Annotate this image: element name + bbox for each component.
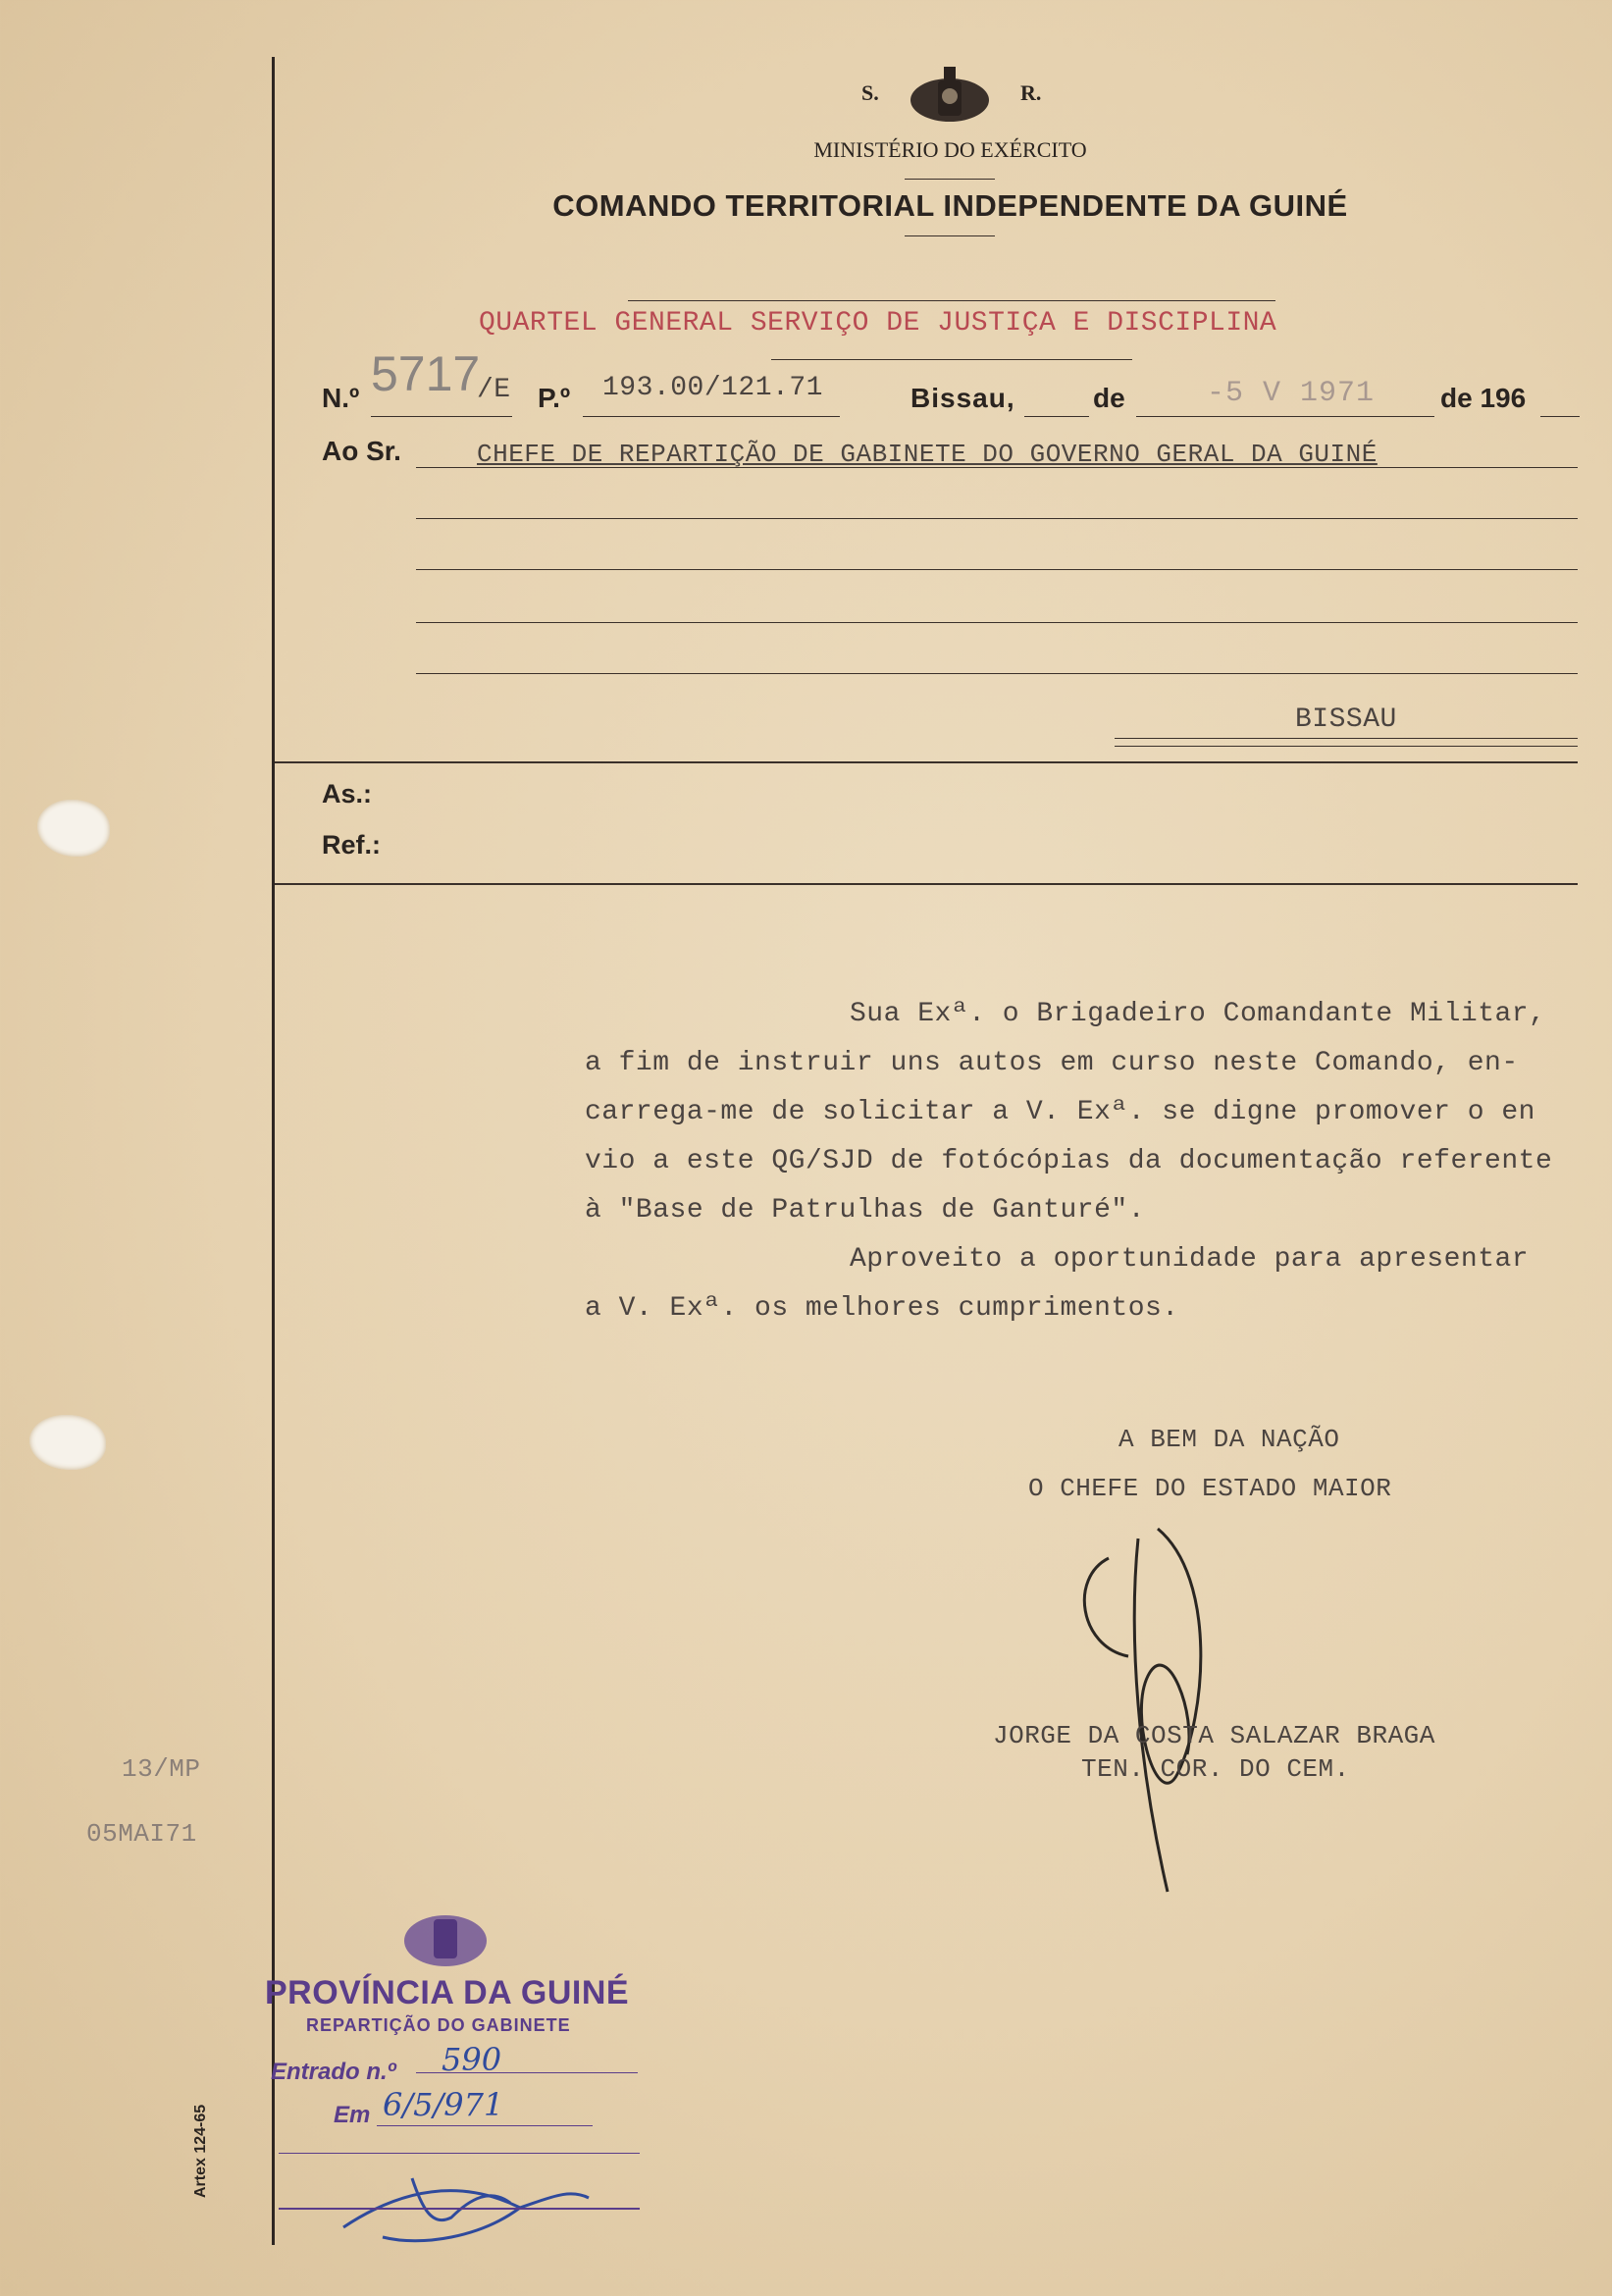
margin-line	[272, 57, 275, 2245]
r-label: R.	[1020, 80, 1042, 105]
signature-scribble	[1069, 1519, 1226, 1902]
stamp-entry-underline	[416, 2072, 638, 2073]
department-bottom-rule	[771, 359, 1132, 360]
de-label-1: de	[1093, 383, 1125, 413]
ministry-title: MINISTÉRIO DO EXÉRCITO	[813, 137, 1087, 162]
address-line-3	[416, 569, 1578, 570]
place-underline-2	[1115, 746, 1578, 747]
number-label: N.º	[322, 383, 360, 413]
addressee: CHEFE DE REPARTIÇÃO DE GABINETE DO GOVERNO GERAL DA GUINÉ	[477, 440, 1378, 469]
margin-date-code: 05MAI71	[86, 1819, 197, 1849]
body-line-1: Sua Exª. o Brigadeiro Comandante Militar,	[850, 999, 1546, 1029]
number-suffix: /E	[477, 375, 511, 405]
process-label: P.º	[538, 383, 571, 413]
signatory-rank: TEN. COR. DO CEM.	[1081, 1754, 1350, 1784]
stamp-entry-value: 590	[442, 2041, 502, 2078]
body-line-5: à "Base de Patrulhas de Ganturé".	[585, 1195, 1145, 1226]
process-value: 193.00/121.71	[602, 373, 823, 403]
address-line-4	[416, 622, 1578, 623]
binder-hole-bottom	[29, 1415, 106, 1470]
place: BISSAU	[1295, 704, 1397, 735]
body-line-2: a fim de instruir uns autos em curso neste Comando, en-	[585, 1048, 1519, 1078]
header-divider-short	[905, 179, 995, 180]
address-line-2	[416, 518, 1578, 519]
printer-mark: Artex 124-65	[192, 2104, 209, 2198]
city-underline	[1024, 416, 1089, 417]
section-divider-1	[275, 761, 1578, 763]
ao-label: Ao Sr.	[322, 436, 401, 466]
stamp-date-value: 6/5/971	[383, 2086, 504, 2123]
stamp-entry-label: Entrado n.º	[271, 2059, 396, 2085]
department-name: QUARTEL GENERAL SERVIÇO DE JUSTIÇA E DISCIPLINA	[479, 308, 1277, 339]
stamp-bottom-rule	[279, 2208, 640, 2210]
ref-label: Ref.:	[322, 830, 381, 860]
binder-hole-top	[37, 800, 110, 857]
section-divider-2	[275, 883, 1578, 885]
stamp-office: REPARTIÇÃO DO GABINETE	[306, 2015, 571, 2035]
margin-ref-code: 13/MP	[122, 1754, 201, 1784]
year-underline	[1540, 416, 1580, 417]
number-underline	[371, 416, 512, 417]
address-line-5	[416, 673, 1578, 674]
address-line-1	[416, 467, 1578, 468]
header-divider-short-2	[905, 235, 995, 236]
stamp-date-underline	[377, 2125, 593, 2126]
command-title: COMANDO TERRITORIAL INDEPENDENTE DA GUINÉ	[552, 188, 1348, 223]
as-label: As.:	[322, 779, 373, 809]
department-top-rule	[628, 300, 1275, 301]
stamp-province: PROVÍNCIA DA GUINÉ	[265, 1974, 630, 2011]
stamp-date-label: Em	[334, 2102, 371, 2128]
number-value: 5717	[371, 346, 481, 401]
city-label: Bissau,	[910, 383, 1015, 413]
de-label-2: de 196	[1440, 383, 1527, 413]
signatory-title: O CHEFE DO ESTADO MAIOR	[1028, 1474, 1392, 1503]
date-underline	[1136, 416, 1434, 417]
stamp-initials-scribble	[324, 2149, 598, 2257]
stamp-crest-icon	[396, 1902, 494, 1974]
date-stamp: -5 V 1971	[1207, 377, 1376, 410]
body-line-3: carrega-me de solicitar a V. Exª. se digne promover o en	[585, 1097, 1535, 1127]
body-line-6: Aproveito a oportunidade para apresentar	[850, 1244, 1530, 1275]
body-line-4: vio a este QG/SJD de fotócópias da documentação referente	[585, 1146, 1553, 1176]
coat-of-arms-icon	[903, 61, 997, 131]
s-label: S.	[861, 80, 879, 105]
process-underline	[583, 416, 840, 417]
body-line-7: a V. Exª. os melhores cumprimentos.	[585, 1293, 1179, 1324]
signatory-name: JORGE DA COSTA SALAZAR BRAGA	[993, 1721, 1435, 1750]
salutation: A BEM DA NAÇÃO	[1118, 1425, 1340, 1454]
place-underline-1	[1115, 738, 1578, 739]
